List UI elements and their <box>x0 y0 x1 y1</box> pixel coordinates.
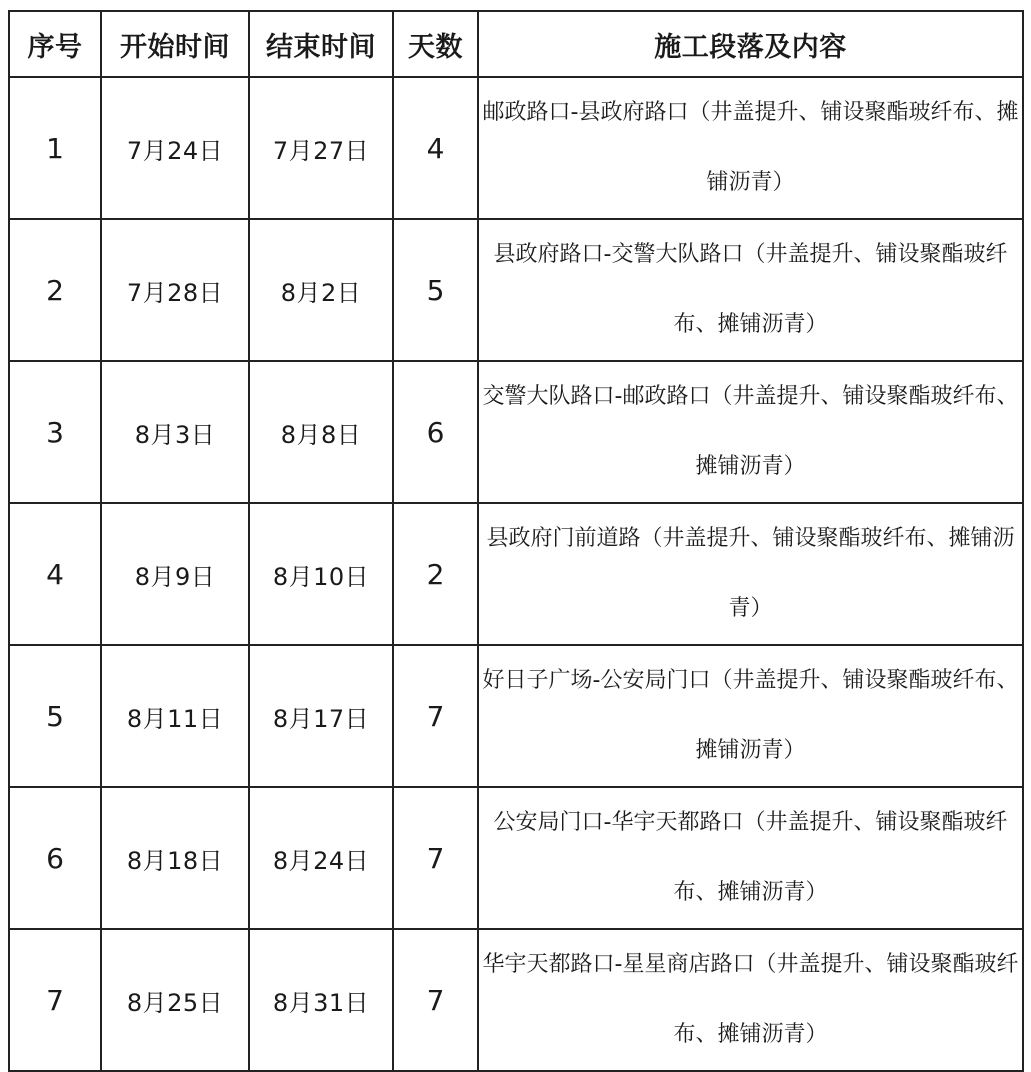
cell-start-date: 8月11日 <box>101 645 249 787</box>
cell-seq: 5 <box>9 645 101 787</box>
table-header-row <box>9 11 1023 77</box>
table-row <box>9 929 1023 1071</box>
construction-schedule-table <box>8 10 1024 1072</box>
table-row <box>9 645 1023 787</box>
header-start-time: 开始时间 <box>101 11 249 77</box>
cell-end-date: 8月10日 <box>249 503 393 645</box>
cell-content: 邮政路口-县政府路口（井盖提升、铺设聚酯玻纤布、摊铺沥青） <box>478 77 1023 219</box>
cell-seq: 2 <box>9 219 101 361</box>
header-section-content: 施工段落及内容 <box>478 11 1023 77</box>
table-row <box>9 219 1023 361</box>
cell-start-date: 8月25日 <box>101 929 249 1071</box>
cell-content: 交警大队路口-邮政路口（井盖提升、铺设聚酯玻纤布、摊铺沥青） <box>478 361 1023 503</box>
cell-end-date: 8月17日 <box>249 645 393 787</box>
cell-days: 4 <box>393 77 478 219</box>
cell-end-date: 8月2日 <box>249 219 393 361</box>
cell-seq: 3 <box>9 361 101 503</box>
cell-seq: 6 <box>9 787 101 929</box>
cell-end-date: 8月31日 <box>249 929 393 1071</box>
cell-content: 好日子广场-公安局门口（井盖提升、铺设聚酯玻纤布、摊铺沥青） <box>478 645 1023 787</box>
header-days: 天数 <box>393 11 478 77</box>
cell-days: 6 <box>393 361 478 503</box>
cell-days: 7 <box>393 929 478 1071</box>
cell-start-date: 8月18日 <box>101 787 249 929</box>
cell-days: 2 <box>393 503 478 645</box>
cell-end-date: 8月24日 <box>249 787 393 929</box>
cell-seq: 7 <box>9 929 101 1071</box>
header-end-time: 结束时间 <box>249 11 393 77</box>
table-row <box>9 361 1023 503</box>
cell-start-date: 7月24日 <box>101 77 249 219</box>
cell-content: 县政府路口-交警大队路口（井盖提升、铺设聚酯玻纤布、摊铺沥青） <box>478 219 1023 361</box>
cell-days: 7 <box>393 787 478 929</box>
table-row <box>9 787 1023 929</box>
cell-end-date: 8月8日 <box>249 361 393 503</box>
cell-seq: 4 <box>9 503 101 645</box>
table-row <box>9 77 1023 219</box>
cell-start-date: 8月9日 <box>101 503 249 645</box>
cell-days: 7 <box>393 645 478 787</box>
cell-seq: 1 <box>9 77 101 219</box>
cell-start-date: 8月3日 <box>101 361 249 503</box>
cell-start-date: 7月28日 <box>101 219 249 361</box>
table-row <box>9 503 1023 645</box>
header-seq: 序号 <box>9 11 101 77</box>
cell-content: 公安局门口-华宇天都路口（井盖提升、铺设聚酯玻纤布、摊铺沥青） <box>478 787 1023 929</box>
cell-content: 华宇天都路口-星星商店路口（井盖提升、铺设聚酯玻纤布、摊铺沥青） <box>478 929 1023 1071</box>
cell-content: 县政府门前道路（井盖提升、铺设聚酯玻纤布、摊铺沥青） <box>478 503 1023 645</box>
cell-end-date: 7月27日 <box>249 77 393 219</box>
cell-days: 5 <box>393 219 478 361</box>
